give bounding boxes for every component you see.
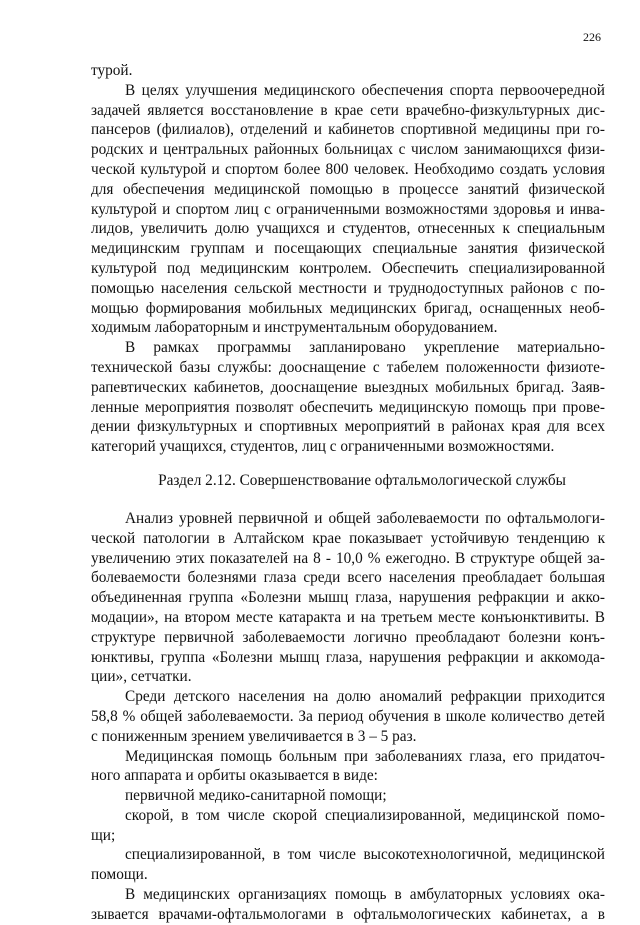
paragraph-start: В медицинских организациях помощь в амбулаторных условиях ока-	[125, 886, 605, 904]
text-line: увеличению этих показателей на 8 - 10,0 % ежегодно. В структуре общей за-	[91, 549, 605, 567]
paragraph-start: Среди детского населения на долю аномалий рефракции приходится	[125, 688, 605, 706]
text-line: ции», сетчатки.	[91, 668, 192, 686]
text-line: структуре первичной заболеваемости логично преобладают болезни конъ-	[91, 628, 605, 646]
text-line: болеваемости болезнями глаза среди всего населения преобладает большая	[91, 569, 605, 587]
text-line: ческой патологии в Алтайском крае показывает устойчивую тенденцию к	[91, 529, 605, 547]
text-line: ческой культурой и спортом более 800 человек. Необходимо создать условия	[91, 160, 605, 178]
text-line: пансеров (филиалов), отделений и кабинетов спортивной медицины при го-	[91, 121, 605, 139]
text-line: мощью формирования мобильных медицинских бригад, оснащенных необ-	[91, 299, 605, 317]
list-item: первичной медико-санитарной помощи;	[125, 787, 387, 805]
list-item: скорой, в том числе скорой специализированной, медицинской помо-	[125, 806, 605, 824]
text-line: для обеспечения медицинской помощью в процессе занятий физической	[91, 180, 605, 198]
paragraph-start: В целях улучшения медицинского обеспечения спорта первоочередной	[125, 81, 605, 99]
text-line: помощи.	[91, 866, 148, 884]
text-line: юнктивы, группа «Болезни мышц глаза, нарушения рефракции и аккомода-	[91, 648, 605, 666]
text-line: турой.	[91, 62, 133, 79]
text-line: ходимым лабораторным и инструментальным оборудованием.	[91, 319, 498, 337]
section-heading: Раздел 2.12. Совершенствование офтальмологической службы	[158, 471, 566, 489]
text-line: ного аппарата и орбиты оказывается в виде:	[91, 767, 378, 785]
text-line: лидов, увеличить долю учащихся и студентов, отнесенных к специальным	[91, 220, 605, 238]
text-line: щи;	[91, 826, 116, 844]
text-line: ленные мероприятия позволят обеспечить медицинскую помощь при прове-	[91, 398, 605, 416]
text-line: рапевтических кабинетов, дооснащение выездных мобильных бригад. Заяв-	[91, 378, 605, 396]
page-number: 226	[583, 30, 601, 44]
text-line: технической базы службы: дооснащение с табелем положенности физиоте-	[91, 358, 605, 376]
document-body	[91, 61, 605, 925]
paragraph-start: В рамках программы запланировано укрепление материально-	[125, 339, 605, 357]
text-line: дении физкультурных и спортивных мероприятий в районах края для всех	[91, 418, 605, 436]
text-line: с пониженным зрением увеличивается в 3 – 5 раз.	[91, 727, 417, 745]
text-line: родских и центральных районных больницах с числом занимающихся физи-	[91, 141, 605, 159]
text-line: медицинским группам и посещающих специальные занятия физической	[91, 240, 605, 258]
text-line: помощью населения сельской местности и труднодоступных районов с по-	[91, 279, 605, 297]
text-line: 58,8 % общей заболеваемости. За период обучения в школе количество детей	[91, 707, 605, 725]
text-line: объединенная группа «Болезни мышц глаза, нарушения рефракции и акко-	[91, 589, 605, 607]
text-line: задачей является восстановление в крае сети врачебно-физкультурных дис-	[91, 101, 605, 119]
text-line: категорий учащихся, студентов, лиц с ограниченными возможностями.	[91, 438, 555, 456]
text-line: культурой под медицинским контролем. Обеспечить специализированной	[91, 259, 605, 277]
text-line: модации», на втором месте катаракта и на третьем месте конъюнктивиты. В	[91, 608, 605, 626]
text-line: зывается врачами-офтальмологами в офтальмологических кабинетах, а в	[91, 905, 605, 923]
paragraph-start: Медицинская помощь больным при заболеваниях глаза, его придаточ-	[125, 747, 605, 765]
list-item: специализированной, в том числе высокотехнологичной, медицинской	[125, 846, 605, 864]
text-line: культурой и спортом лиц с ограниченными возможностями здоровья и инва-	[91, 200, 605, 218]
paragraph-start: Анализ уровней первичной и общей заболеваемости по офтальмологи-	[125, 509, 605, 527]
